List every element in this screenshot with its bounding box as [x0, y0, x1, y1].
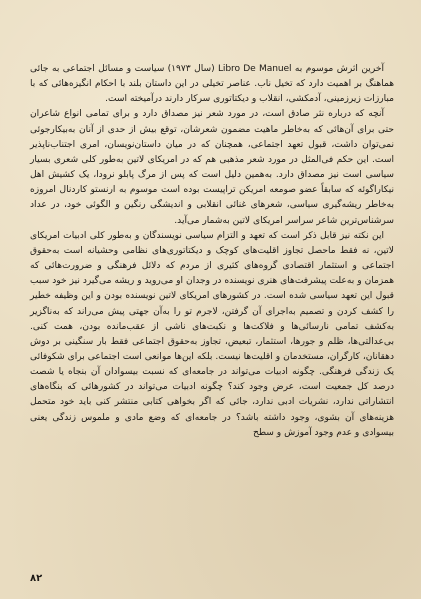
paragraph-3: این نکته نیز قابل ذکر است که تعهد و التزام سیاسی نویسندگان و به‌طور کلی ادبیات امریکای لاتین، نه فقط ماحصل تجاوز اقلیت‌های کوچک و دیکتاتوری‌های نظامی وحشیانه است به‌حقوق اجتماعی و استثمار اقتصادی گروه‌های کثیری از مردم که دلائل فرهنگی و ضرورت‌هائی که همزمان و به‌علت پیشرفت‌های هنری نویسنده در وجدان او می‌روید و ریشه می‌گیرد نیز خود سبب قبول این تعهد سیاسی شده است. در کشورهای امریکای لاتین نویسنده بودن و این وظیفه خطیر را کشف کردن و تصمیم به‌اجرای آن گرفتن، لاجرم تو را به‌آن جهتی پیش می‌راند که به‌ناگزیر به‌کشف تمامی نارسائی‌ها و فلاکت‌ها و نکبت‌های ناشی از عقب‌مانده بودن، همت کنی. بی‌عدالتی‌ها، ظلم و جورها، استثمار، تبعیض، تجاوز به‌حقوق اجتماعی فقط بار سنگینی بر دوش دهقانان، کارگران، مستخدمان و اقلیت‌ها نیست. بلکه این‌ها موانعی است اجتماعی برای شکوفائی یک زندگی فرهنگی. چگونه ادبیات می‌تواند در جامعه‌ای که نسبت بیسوادان آن بنجاه یا شصت درصد کل جمعیت است، عرض وجود کند؟ چگونه ادبیات می‌تواند در کشورهائی که بنگاه‌های انتشاراتی ندارد، نشریات ادبی ندارد، جائی که اگر بخواهی کتابی منتشر کنی باید خود متحمل هزینه‌های آن بشوی، وجود داشته باشد؟ در جامعه‌ای که وضع مادی و ملموس زندگی یعنی بیسوادی و عدم وجود آموزش و سطح [30, 230, 394, 438]
paragraph-1: آخرین اثرش موسوم به Libro De Manuel (سال ۱۹۷۳) سیاست و مسائل اجتماعی به جائی هماهنگ بر اهمیت دارد که تخیل ناب. عناصر تخیلی در این داستان بلند با احکام انگیزه‌هائی که با مبارزات زیرزمینی، آدمکشی، انقلاب و دیکتاتوری سرکار دارند درآمیخته است. [30, 64, 394, 105]
page-number: ۸۲ [30, 573, 43, 584]
body-text [30, 62, 394, 441]
paragraph-2: آنچه که درباره نثر صادق است، در مورد شعر نیز مصداق دارد و برای تمامی انواع شاعران حتی برای آن‌هائی که به‌خاطر ماهیت مضمون شعرشان، توقع بیش از حدی از آنان به‌بیکارجوئی نمی‌توان داشت، قبول تعهد اجتماعی، همچنان که در میان داستان‌نویسان، امری اجتناب‌ناپذیر است. این حکم فی‌المثل در مورد شعر مذهبی هم که در امریکای لاتین به‌طور کلی شعری بسیار سیاسی است نیز مصداق دارد. به‌همین دلیل است که پس از مرگ پابلو نرودا، یک کشیش اهل نیکاراگوئه که سابقاً عضو صومعه امریکن تراپیست بوده است موسوم به ارنستو کاردنال امروزه به‌خاطر ریشه‌گیری سیاسی، شعرهای غنائی انقلابی و اندیشگی رنگین و الگوئی خود، در عداد سرشناس‌ترین شاعر سراسر امریکای لاتین به‌شمار می‌آید. [30, 109, 394, 226]
